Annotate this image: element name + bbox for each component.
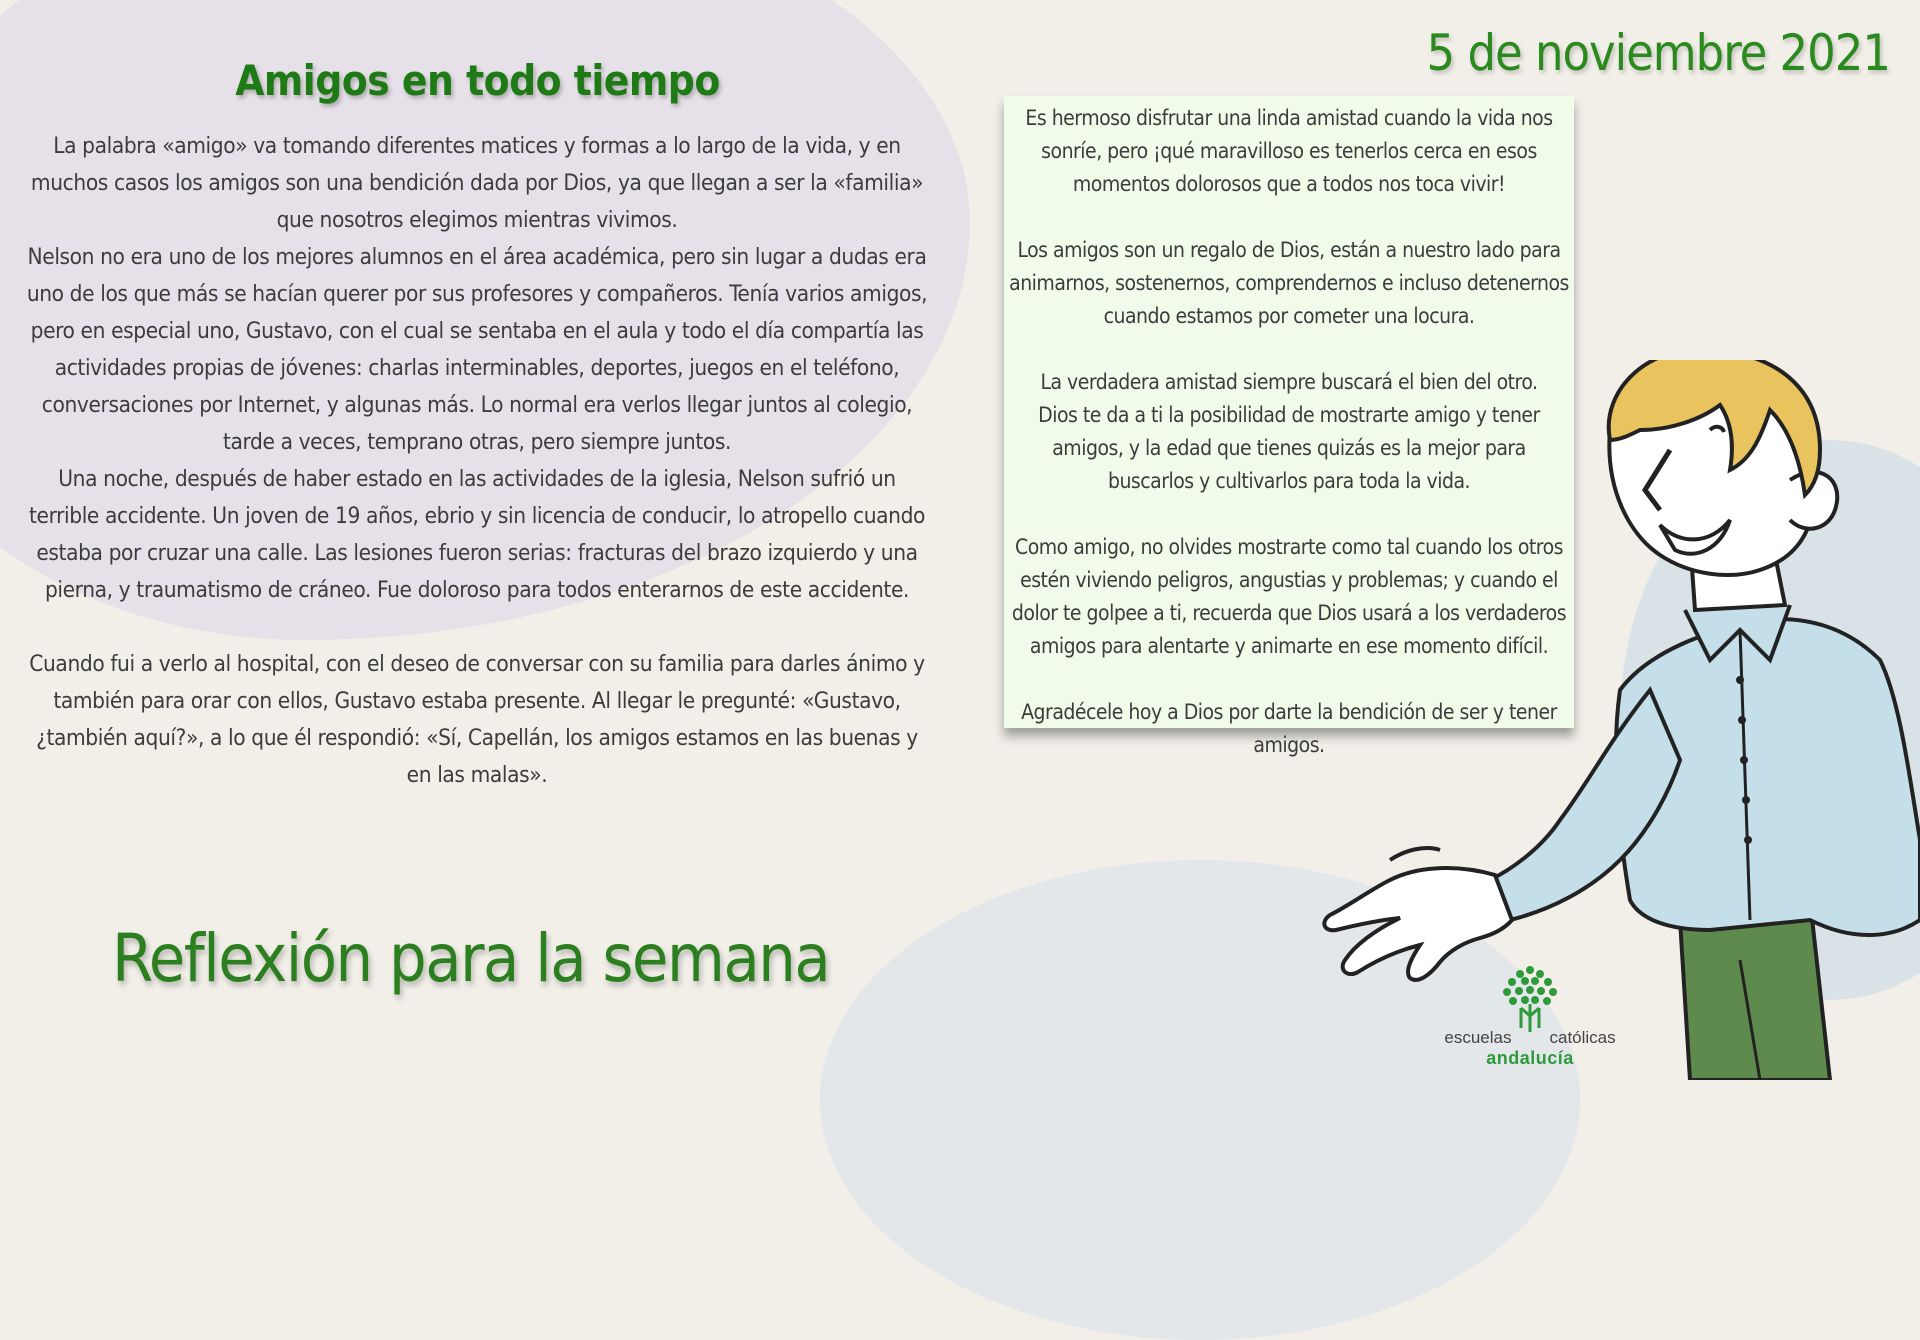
date-label: 5 de noviembre 2021 — [1426, 24, 1890, 82]
reflection-paragraph: Como amigo, no olvides mostrarte como tal cuando los otros estén viviendo peligros, angustias y problemas; y cuando el dolor te golpee a ti, recuerda que Dios usará a los verdaderos amigos para alentarte y animarte en ese momento difícil. — [1011, 535, 1567, 658]
story-paragraph: Una noche, después de haber estado en las actividades de la iglesia, Nelson sufrió un terrible accidente. Un joven de 19 años, ebrio y sin licencia de conducir, lo atropello cuando estaba por cruzar una calle. Las lesiones fueron serias: fracturas del brazo izquierdo y una pierna, y traumatismo de cráneo. Fue doloroso para todos enterarnos de este accidente. — [28, 466, 926, 603]
logo-text-escuelas: escuelas — [1444, 1028, 1512, 1047]
reflection-paragraph: Dios te da a ti la posibilidad de mostrarte amigo y tener amigos, y la edad que tienes quizás es la mejor para buscarlos y cultivarlos para toda la vida. — [1038, 403, 1540, 493]
page-title: Amigos en todo tiempo — [235, 56, 720, 106]
logo-text-catolicas: católicas — [1549, 1028, 1616, 1047]
school-logo — [1430, 964, 1630, 1069]
logo-text-andalucia: andalucía — [1486, 1048, 1574, 1068]
reflection-paragraph: Los amigos son un regalo de Dios, están a nuestro lado para animarnos, sostenernos, comprendernos e incluso detenernos cuando estamos por cometer una locura. — [1009, 238, 1569, 328]
story-paragraph: Nelson no era uno de los mejores alumnos en el área académica, pero sin lugar a dudas era uno de los que más se hacían querer por sus profesores y compañeros. Tenía varios amigos, pero en especial uno, Gustavo, con el cual se sentaba en el aula y todo el día compartía las actividades propias de jóvenes: charlas interminables, deportes, juegos en el teléfono, conversaciones por Internet, y algunas más. Lo normal era verlos llegar juntos al colegio, tarde a veces, temprano otras, pero siempre juntos. — [26, 244, 928, 455]
story-text — [22, 128, 932, 794]
reflection-paragraph: Agradécele hoy a Dios por darte la bendición de ser y tener amigos. — [1021, 700, 1557, 757]
tree-icon — [1495, 964, 1565, 1034]
story-paragraph: Cuando fui a verlo al hospital, con el deseo de conversar con su familia para darles ánimo y también para orar con ellos, Gustavo estaba presente. Al llegar le pregunté: «Gustavo, ¿también aquí?», a lo que él respondió: «Sí, Capellán, los amigos estamos en las buenas y en las malas». — [29, 651, 925, 788]
reflection-heading: Reflexión para la semana — [112, 920, 830, 997]
reflection-paragraph: Es hermoso disfrutar una linda amistad cuando la vida nos sonríe, pero ¡qué maravilloso es tenerlos cerca en esos momentos dolorosos que a todos nos toca vivir! — [1025, 106, 1553, 196]
story-paragraph: La palabra «amigo» va tomando diferentes matices y formas a lo largo de la vida, y en muchos casos los amigos son una bendición dada por Dios, ya que llegan a ser la «familia» que nosotros elegimos mientras vivimos. — [30, 133, 924, 233]
reflection-paragraph: La verdadera amistad siempre buscará el bien del otro. — [1040, 370, 1538, 394]
